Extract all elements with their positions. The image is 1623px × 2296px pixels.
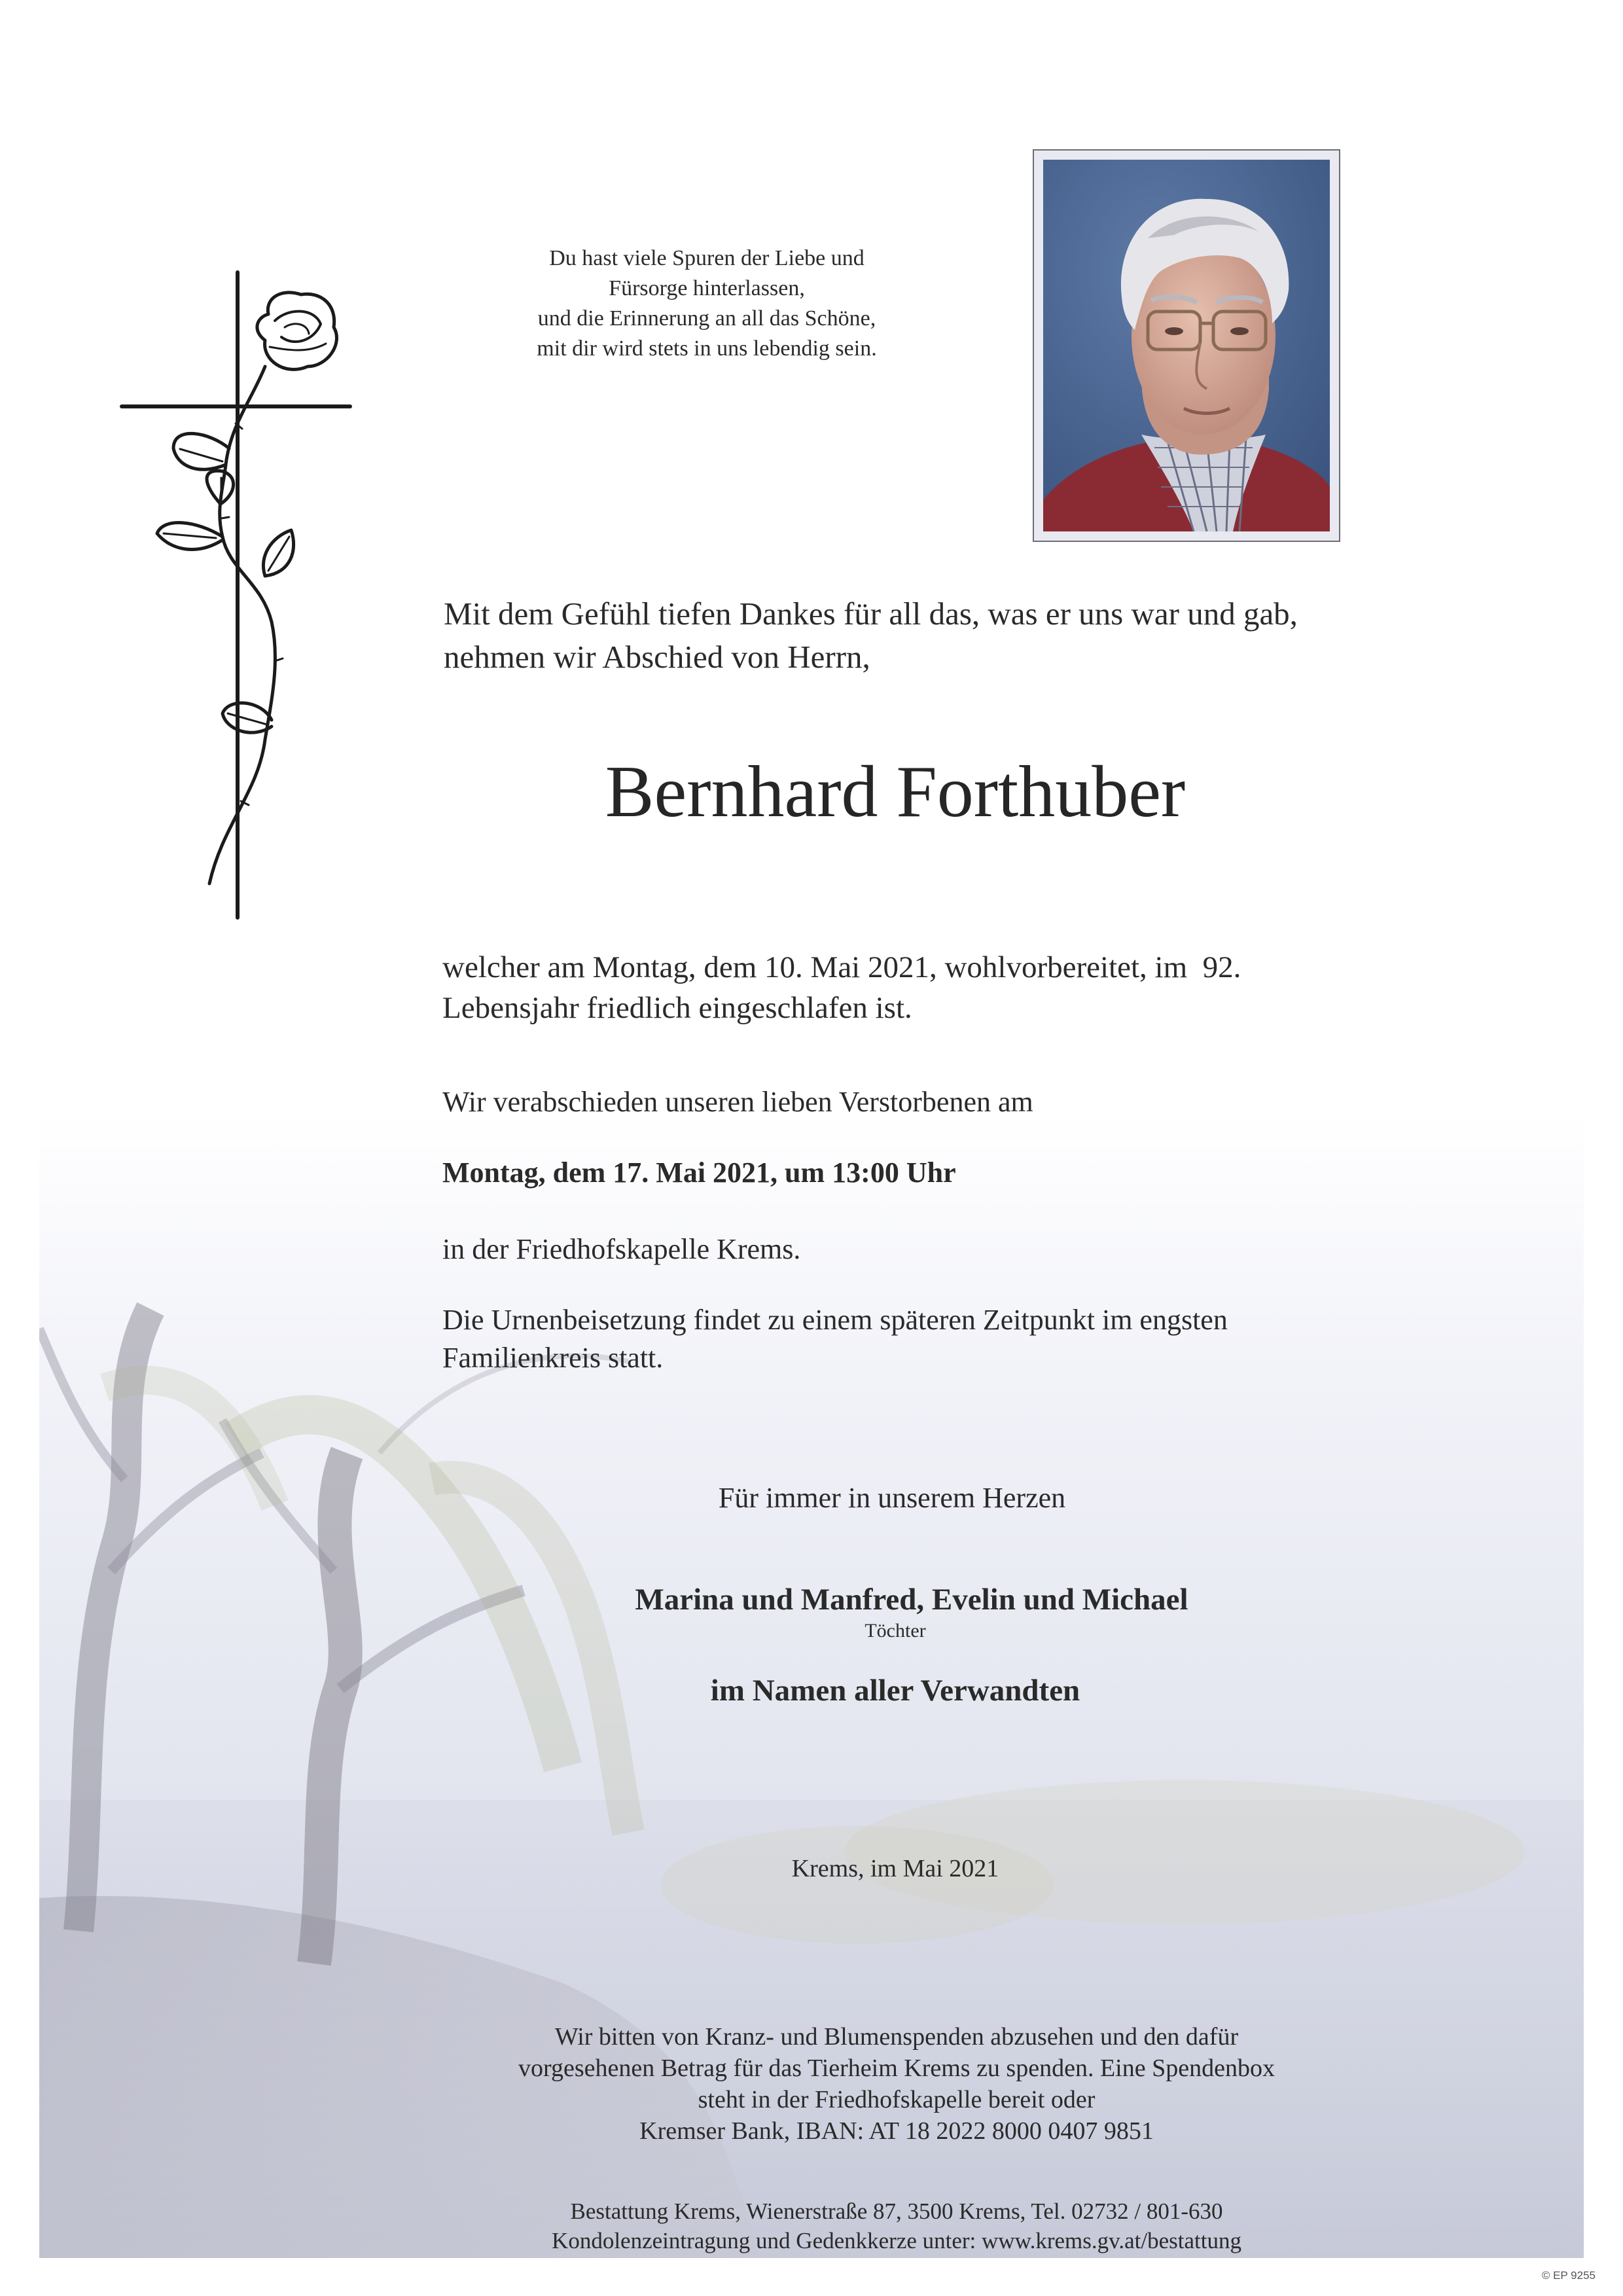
death-notice-line: Lebensjahr friedlich eingeschlafen ist. (442, 991, 912, 1025)
quote-line: Fürsorge hinterlassen, (609, 276, 805, 300)
portrait-photo (1043, 160, 1330, 531)
urn-notice-line: Die Urnenbeisetzung findet zu einem späteren Zeitpunkt im engsten (442, 1304, 1228, 1336)
donation-request (406, 2021, 1387, 2147)
urn-notice (442, 1301, 1344, 1377)
closing-line: Für immer in unserem Herzen (718, 1482, 1066, 1514)
farewell-text: Wir verabschieden unseren lieben Verstorbenen am (442, 1086, 1033, 1118)
ceremony-place: in der Friedhofskapelle Krems. (442, 1233, 801, 1265)
intro-text (444, 592, 1347, 679)
undertaker-contact (406, 2197, 1387, 2255)
mourners-names: Marina und Manfred, Evelin und Michael (635, 1583, 1188, 1617)
portrait-photo-frame (1033, 149, 1340, 542)
donation-line: steht in der Friedhofskapelle bereit oder (698, 2086, 1096, 2113)
quote-line: mit dir wird stets in uns lebendig sein. (537, 336, 877, 361)
intro-line: nehmen wir Abschied von Herrn, (444, 639, 870, 675)
cross-with-rose-icon (118, 268, 353, 923)
cross-with-rose-drawing (118, 268, 353, 923)
quote-line: und die Erinnerung an all das Schöne, (537, 306, 876, 331)
mourners-relation: Töchter (865, 1620, 926, 1641)
relatives-line: im Namen aller Verwandten (710, 1674, 1080, 1708)
intro-line: Mit dem Gefühl tiefen Dankes für all das, was er uns war und gab, (444, 596, 1298, 632)
death-notice-line: welcher am Montag, dem 10. Mai 2021, wohlvorbereitet, im 92. (442, 950, 1241, 984)
donation-line: Kremser Bank, IBAN: AT 18 2022 8000 0407 9851 (639, 2117, 1154, 2145)
donation-line: vorgesehenen Betrag für das Tierheim Krems zu spenden. Eine Spendenbox (518, 2054, 1275, 2082)
death-notice (442, 947, 1344, 1028)
place-and-date: Krems, im Mai 2021 (791, 1855, 999, 1882)
quote-line: Du hast viele Spuren der Liebe und (549, 246, 865, 270)
urn-notice-line: Familienkreis statt. (442, 1342, 664, 1374)
deceased-name: Bernhard Forthuber (605, 751, 1186, 833)
template-code: © EP 9255 (1541, 2269, 1596, 2282)
memorial-quote (458, 243, 955, 364)
condolence-link[interactable]: Kondolenzeintragung und Gedenkkerze unter: www.krems.gv.at/bestattung (552, 2228, 1241, 2253)
undertaker-address: Bestattung Krems, Wienerstraße 87, 3500 Krems, Tel. 02732 / 801-630 (570, 2198, 1223, 2224)
donation-line: Wir bitten von Kranz- und Blumenspenden abzusehen und den dafür (554, 2023, 1239, 2051)
ceremony-date: Montag, dem 17. Mai 2021, um 13:00 Uhr (442, 1157, 956, 1189)
